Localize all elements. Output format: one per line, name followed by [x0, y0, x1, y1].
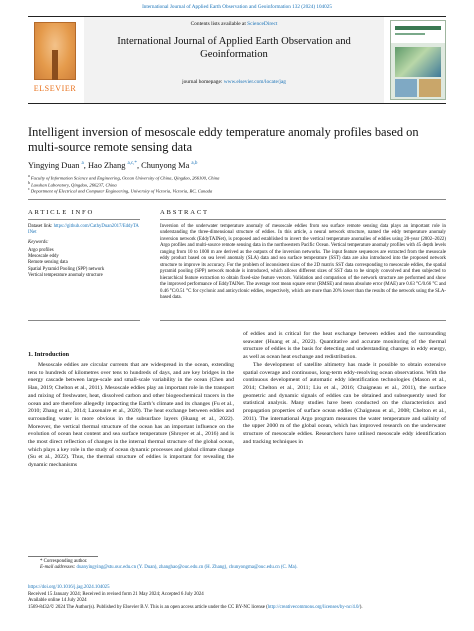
corresponding-author-note: * Corresponding author.	[40, 559, 88, 564]
tree-trunk-icon	[52, 50, 58, 80]
keywords-title: Keywords:	[28, 240, 49, 245]
keyword-list	[28, 248, 140, 279]
abstract-end-divider	[160, 320, 446, 321]
contents-prefix: Contents lists available at	[190, 21, 248, 27]
info-end-divider	[28, 320, 140, 321]
dataset-link-block	[28, 224, 140, 237]
dataset-link[interactable]: https://github.com/CathyDuan2017/EddyTAINet	[28, 224, 139, 236]
affiliation-mark: a	[28, 174, 30, 178]
journal-title: International Journal of Applied Earth Observation and Geoinformation	[117, 36, 351, 60]
introduction-heading: 1. Introduction	[28, 351, 70, 358]
journal-cover-thumbnail[interactable]	[390, 20, 446, 100]
abstract-divider	[160, 219, 446, 220]
body-column-left	[28, 362, 234, 470]
license-text-end: ).	[359, 604, 363, 610]
journal-banner	[84, 17, 384, 103]
homepage-prefix: journal homepage:	[182, 79, 224, 85]
keyword-item: Argo profiles	[28, 248, 54, 253]
journal-citation-line[interactable]: International Journal of Applied Earth Observation and Geoinformation 132 (2024) 104025	[142, 4, 332, 10]
sciencedirect-link[interactable]: ScienceDirect	[247, 21, 278, 27]
license-text: 1569-8432/© 2024 The Author(s). Published by Elsevier B.V. This is an open access article under the CC BY-NC license (	[28, 604, 268, 610]
body-paragraph: Mesoscale eddies are circular currents that are widespread in the ocean, extending tens to hundreds of kilometres over tens to hundreds of days, and are key bridges in the energy cascade between large-scale and small-scale variability in the ocean (Chen and Han, 2019; Chelton et al., 2011). Mesoscale eddies play an important role in the transport and mixing of freshwater, heat, dissolved carbon and other biogeochemical tracers in the ocean and are therefore allegedly impacting the Earth’s climate and its changes (Fu et al., 2010; Zhang et al., 2014; Laxenaire et al., 2020). The heat exchange between eddies and surrounding water is more obvious in the subsurface layers (Huang et al., 2022). Moreover, the vertical thermal structure of the ocean has an important influence on the evolution of ocean heat content and sea surface temperature (Shroyer et al., 2016) and is the most direct reflection of changes in the internal thermal structure of the global ocean, which plays a key role in the study of ocean dynamic processes and global climate change (Su et al., 2022). Thus, the thermal structure of eddies is important for revealing the dynamic mechanisms	[28, 362, 234, 469]
homepage-line	[84, 79, 384, 85]
license-statement	[28, 605, 446, 612]
body-paragraph: The development of satellite altimetry has made it possible to obtain extensive spatial coverage and continuous, long-term eddy-resolving ocean observations. With the continuous development of automatic eddy identification technologies (Mason et al., 2014; Chelton et al., 2011; Liu et al., 2016; Chaigneau et al., 2011), the surface geometric and dynamic signals of eddies can be obtained and subsequently used for statistical analysis. Many studies have been conducted on the characteristics and propagation properties of surface ocean eddies (Chaigneau et al., 2008; Chelton et al., 2011). The international Argo program measures the water temperature and salinity of the upper 2000 m of the global ocean, which has improved research on the underwater structure of mesoscale eddies. Researchers have utilised mesoscale eddy identification and tracking techniques in	[243, 361, 446, 445]
abstract-text: Inversion of the underwater temperature anomaly of mesoscale eddies from sea surface remote sensing data plays an important role in understanding the three-dimensional structure of eddies. In this article, a neural network structure, named the eddy temperature anomaly inversion network (EddyTAINet), is proposed and established to invert the vertical temperature anomalies of eddies using 20-year (2002–2022) Argo profiles and multi-source remote sensing data in the northwestern Pacific Ocean. Vertical temperature anomaly profiles with 45 depth levels ranging from 10 to 1000 m are derived as the outputs of the inversion networks. The input feature sequences are extracted from the mesoscale eddy product based on sea level anomaly (SLA) data and sea surface temperature (SST) data are also introduced into the proposed network structure to improve its accuracy. For the problem of inconsistent sizes of the 2D matrix SST data corresponding to mesoscale eddies, the spatial pyramid pooling (SPP) network module is introduced, which allows different sizes of SST data to be simply convolved and then subjected to hierarchical feature extraction to obtain fixed-size feature vectors. Validation and comparison of the network structure are performed and show the improved performance of EddyTAINet. The average root mean square error (RMSE) and mean absolute error (MAE) are 0.63 °C/0.66 °C and 0.46 °C/0.51 °C for cyclonic and anticyclonic eddies, respectively, which are more than 20% lower than the results of the network using the SLA-based data.	[160, 224, 446, 300]
journal-header	[28, 16, 446, 104]
affiliation-text: Laoshan Laboratory, Qingdao, 266237, China	[31, 182, 117, 188]
article-info-heading: ARTICLE INFO	[28, 209, 95, 216]
keyword-item: Vertical temperature anomaly structure	[28, 272, 103, 278]
author-affiliation-mark[interactable]: a	[81, 161, 84, 167]
keyword-item: Remote sensing data	[28, 260, 68, 266]
keyword-item: Mesoscale eddy	[28, 254, 59, 260]
cover-image-left	[395, 79, 417, 97]
body-paragraph: of eddies and is critical for the heat exchange between eddies and the surrounding seawater (Huang et al., 2022). Quantitative and accurate monitoring of the thermal structure of eddies is the basis for detecting and understanding changes in eddy energy, as well as ocean heat exchange and redistribution.	[243, 331, 446, 361]
author-affiliation-mark[interactable]: a,c,*	[127, 161, 137, 167]
cover-strip	[395, 26, 441, 30]
info-divider	[28, 219, 140, 220]
email-addresses	[28, 565, 446, 571]
cover-map-image	[395, 47, 441, 77]
email-label: E-mail addresses:	[40, 565, 77, 571]
email-list[interactable]: duanyingying@stu.ouc.edu.cn (Y. Duan), zhanghao@ouc.edu.cn (H. Zhang), chunyongma@ouc.edu.cn (C. Ma).	[76, 565, 298, 571]
received-dates: Received 15 January 2024; Received in revised form 21 May 2024; Accepted 6 July 2024	[28, 591, 204, 597]
article-title: Intelligent inversion of mesoscale eddy temperature anomaly profiles based on multi-source remote sensing data	[28, 125, 419, 154]
body-column-right	[243, 331, 446, 447]
article-metadata	[28, 585, 446, 611]
cover-header	[391, 21, 445, 43]
author-name[interactable]: Chunyong Ma	[141, 161, 190, 170]
doi-link[interactable]: https://doi.org/10.1016/j.jag.2024.104025	[28, 585, 110, 590]
license-link[interactable]: http://creativecommons.org/licenses/by-nc/4.0/	[267, 604, 360, 610]
affiliation-mark: b	[28, 180, 30, 185]
header-divider	[28, 199, 446, 200]
affiliation-text: Department of Electrical and Computer Engineering, University of Victoria, Victoria, BC, Canada	[30, 188, 213, 194]
cover-strip-small	[395, 33, 425, 35]
author-name[interactable]: Hao Zhang	[87, 161, 126, 170]
affiliation-mark: c	[28, 187, 30, 191]
footnotes	[28, 559, 446, 572]
affiliation-c	[28, 187, 212, 194]
keyword-item: Spatial Pyramid Pooling (SPP) network	[28, 266, 105, 272]
author-list: Yingying Duan $^a$, Hao Zhang $^{a,c,*}$, Chunyong Ma $^{a,b}$	[28, 161, 198, 170]
elsevier-logo[interactable]	[28, 20, 82, 96]
author-name[interactable]: Yingying Duan	[28, 161, 80, 170]
available-online-date: Available online 14 July 2024	[28, 598, 87, 603]
dataset-label: Dataset link:	[28, 224, 54, 229]
affiliation-text: Faculty of Information Science and Engineering, Ocean University of China, Qingdao, 266100, China	[30, 175, 220, 181]
footnote-rule	[28, 556, 98, 557]
abstract-heading: ABSTRACT	[160, 209, 209, 216]
author-affiliation-mark[interactable]: a,b	[191, 161, 198, 167]
cover-image-right	[419, 79, 441, 97]
contents-line	[84, 21, 384, 27]
publisher-wordmark: ELSEVIER	[33, 84, 77, 93]
homepage-link[interactable]: www.elsevier.com/locate/jag	[223, 79, 286, 85]
